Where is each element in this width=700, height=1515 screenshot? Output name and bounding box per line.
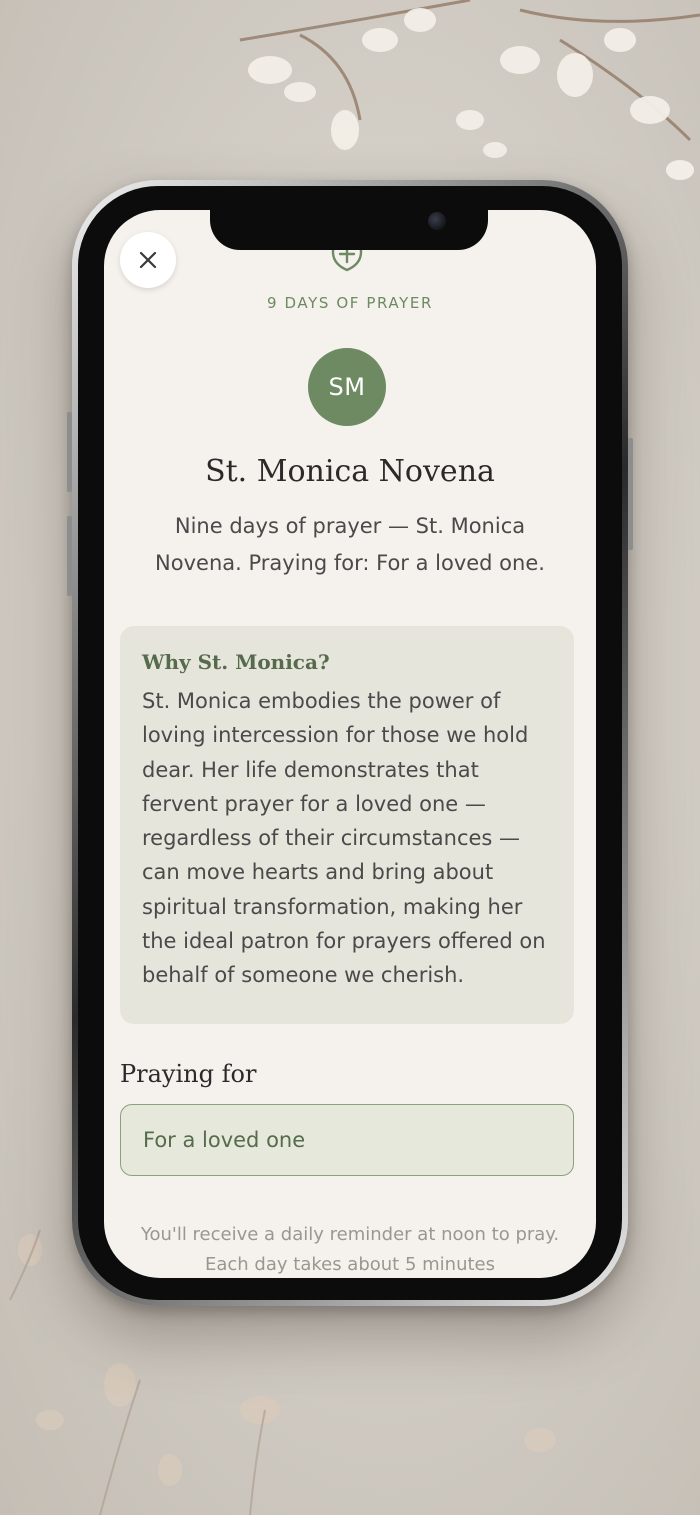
page-title: St. Monica Novena: [205, 454, 495, 489]
why-saint-body: St. Monica embodies the power of loving intercession for those we hold dear. Her life demonstrates that fervent prayer for a loved one —regardless of their circumstances —can move hearts and bring about spiritual transformation, making her the ideal patron for prayers offered on behalf of someone we cherish.: [142, 689, 546, 988]
page-subtitle: Nine days of prayer — St. Monica Novena. Praying for: For a loved one.: [155, 514, 545, 575]
saint-avatar: SM: [308, 348, 386, 426]
praying-for-label: Praying for: [120, 1060, 257, 1088]
praying-for-field[interactable]: [120, 1104, 574, 1176]
phone-notch: [210, 192, 488, 250]
why-saint-card: [120, 626, 574, 1024]
reminder-note: You'll receive a daily reminder at noon to pray. Each day takes about 5 minutes: [140, 1224, 560, 1275]
side-button: [628, 438, 633, 550]
close-button[interactable]: [120, 232, 176, 288]
praying-for-value: For a loved one: [143, 1128, 306, 1152]
front-camera: [428, 212, 446, 230]
why-saint-heading: Why St. Monica?: [142, 650, 330, 674]
close-icon: [138, 250, 158, 270]
novena-duration-label: 9 DAYS OF PRAYER: [267, 294, 433, 312]
side-button: [67, 516, 72, 596]
app-screen: [104, 210, 596, 1278]
side-button: [67, 412, 72, 492]
